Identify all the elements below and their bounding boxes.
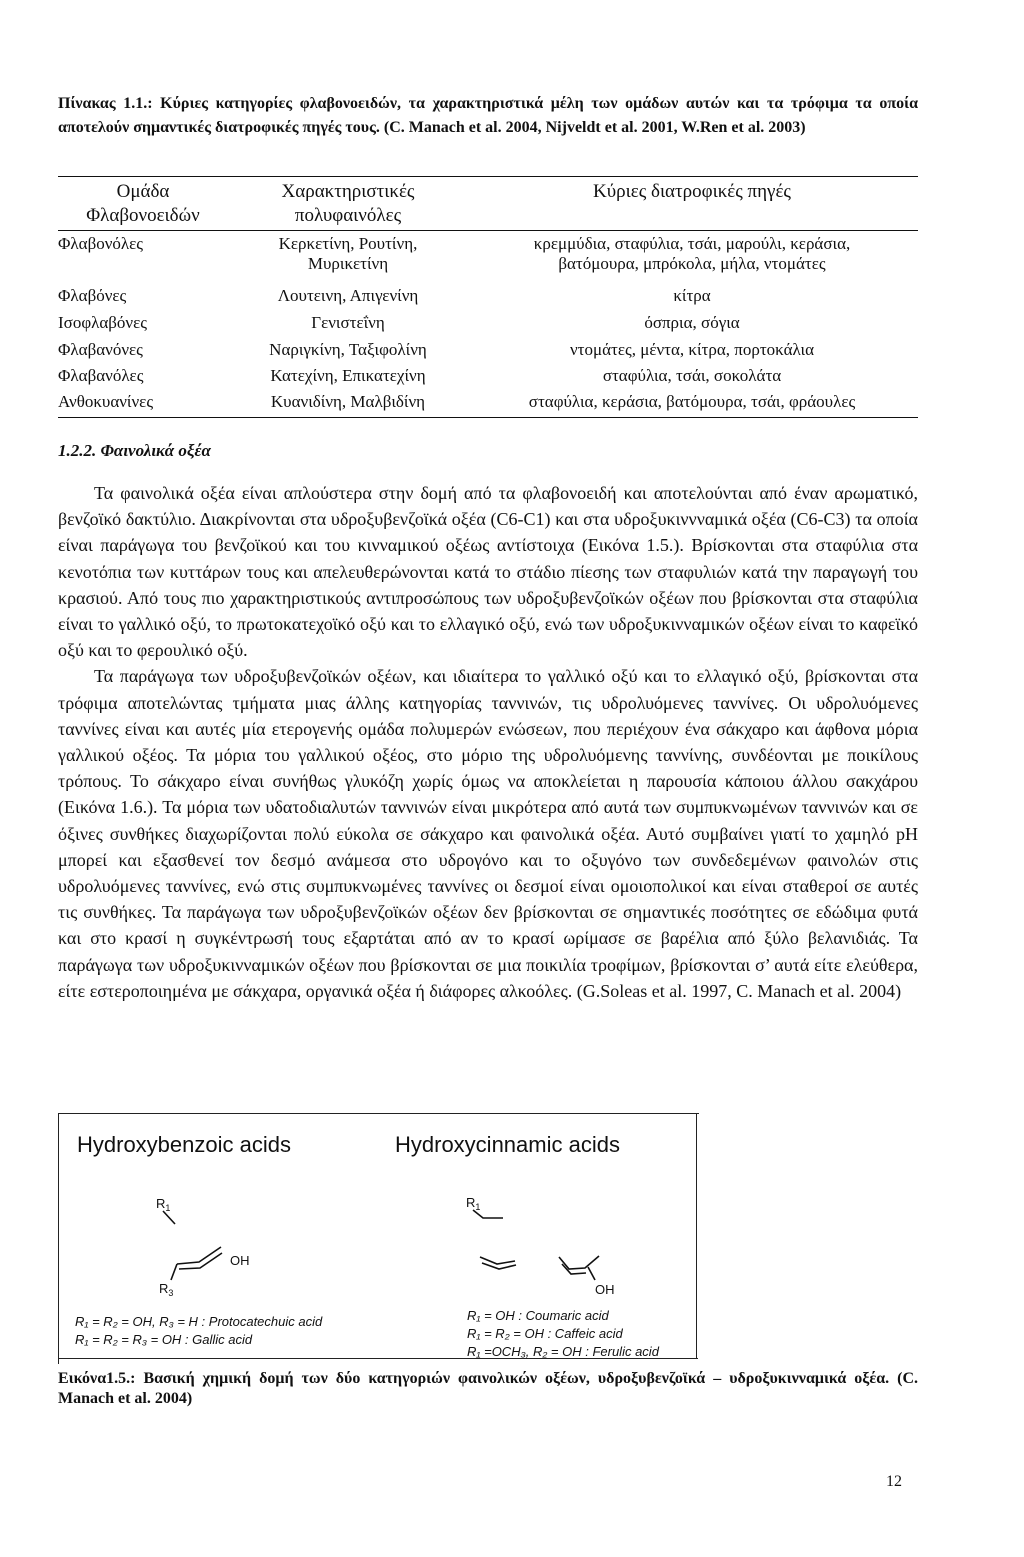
cell-members: Ναριγκίνη, Ταξιφολίνη (269, 340, 427, 359)
cell-sources: κίτρα (673, 286, 711, 305)
header-sources (466, 180, 918, 204)
bond-ring-top-left (177, 1247, 221, 1264)
figure-bottom-border (58, 1358, 698, 1359)
cell-sources: ντομάτες, μέντα, κίτρα, πορτοκάλια (569, 340, 815, 359)
table-header-rule (58, 230, 918, 231)
figure-right-note: R₁ = R₂ = OH : Caffeic acid (467, 1326, 623, 1341)
cell-group: Ανθοκυανίνες (58, 392, 154, 411)
label-r1-right: $R_1$ (466, 1195, 481, 1212)
bond-r3-left (171, 1264, 177, 1280)
cell-members: Κατεχίνη, Επικατεχίνη (270, 366, 426, 385)
figure-left-note: R₁ = R₂ = OH, R₃ = H : Protocatechuic acid (75, 1314, 323, 1329)
figure-right-note: R₁ =OCH₃, R₂ = OH : Ferulic acid (467, 1344, 659, 1359)
cell-group: Ισοφλαβόνες (58, 313, 147, 332)
bond-oh-right (588, 1267, 595, 1280)
cell-members-line: Κερκετίνη, Ρουτίνη, (278, 234, 418, 253)
body-text (58, 480, 918, 1004)
cell-members (230, 234, 466, 274)
figure-caption: Εικόνα1.5.: Βασική χημική δομή των δύο κατηγοριών φαινολικών οξέων, υδροξυβενζοϊκά – υδροξυκινναμικά οξέα. (C. Manach et al. 2004) (58, 1370, 918, 1407)
figure-left-title: Hydroxybenzoic acids (77, 1132, 291, 1157)
cell-members: Λουτεινη, Απιγενίνη (277, 286, 419, 305)
table-bottom-rule (58, 417, 918, 418)
label-oh-right: OH (595, 1282, 615, 1297)
cell-members: Γενιστεΐνη (311, 313, 385, 332)
table-top-rule (58, 176, 918, 177)
header-group (58, 180, 228, 228)
cell-sources-line: κρεμμύδια, σταφύλια, τσάι, μαρούλι, κεράσια, (533, 234, 851, 253)
cell-group: Φλαβανόνες (58, 340, 143, 359)
paragraph: Τα παράγωγα των υδροξυβενζοϊκών οξέων, και ιδιαίτερα το γαλλικό οξύ και το ελλαγικό οξύ, βρίσκονται στα τρόφιμα αποτελώντας τμήματα μιας άλλης κατηγορίας ταννινών, τις υδρολυόμενες ταννίνες. Οι υδρολυόμενες ταννίνες είναι και αυτές μία ετερογενής ομάδα πολυμερών ενώσεων, που περιέχουν ένα σάκχαρο και άφθονα μόρια γαλλικού οξέος. Τα μόρια του γαλλικού οξέος, στο μόριο της υδρολυόμενης ταννίνης, συνδέονται με ποικίλους τρόπους. Το σάκχαρο είναι συνήθως γλυκόζη χωρίς όμως να αποκλείεται η παρουσία κάποιου άλλου σακχάρου (Εικόνα 1.6.). Τα μόρια των υδατοδιαλυτών ταννινών είναι μικρότερα από αυτά των συμπυκνωμένων ταννινών και σε όξινες συνθήκες διαχωρίζονται πολύ εύκολα σε σάκχαρο και φαινολικά οξέα. Αυτό συμβαίνει γιατί το χαμηλό pH μπορεί και εξασθενεί τον δεσμό ανάμεσα στο υδρογόνο και το οξυγόνο των συνδεδεμένων φαινολών στις υδρολυόμενες ταννίνες, ενώ στις συμπυκνωμένες ταννίνες οι δεσμοί είναι ομοιοπολικοί και είναι σταθεροί σε αυτές τις συνθήκες. Τα παράγωγα των υδροξυβενζοϊκών οξέων δεν βρίσκονται σε σημαντικές ποσότητες σε εδώδιμα φυτά και στο κρασί η συγκέντρωσή τους εξαρτάται από αν το κρασί ωρίμασε σε βαρέλια από ξύλο βελανιδιάς. Τα παράγωγα των υδροξυκινναμικών οξέων που βρίσκονται σε μια ποικιλία τροφίμων, βρίσκονται σ’ αυτά είτε ελεύθερα, είτε εστεροποιημένα με σάκχαρα, οργανικά οξέα ή διάφορες αλκοόλες. (G.Soleas et al. 1997, C. Manach et al. 2004) (58, 666, 918, 1001)
cell-group: Φλαβονόλες (58, 234, 144, 253)
cell-group: Φλαβόνες (58, 286, 127, 305)
figure-right-note: R₁ = OH : Coumaric acid (467, 1308, 609, 1323)
paragraph: Τα φαινολικά οξέα είναι απλούστερα στην δομή από τα φλαβονοειδή και αποτελούνται από έναν αρωματικό, βενζοϊκό δακτύλιο. Διακρίνονται στα υδροξυβενζοϊκά οξέα (C6-C1) και στα υδροξυκιννναμικά οξέα (C6-C3) τα οποία είναι παράγωγα του βενζοϊκού και του κινναμικού οξέως αντίστοιχα (Εικόνα 1.5.). Βρίσκονται στα σταφύλια στα κενοτόπια των κυττάρων τους και απελευθερώνονται κατά το στάδιο πίεσης των σταφυλιών κατά την παραγωγή του κρασιού. Από τους πιο χαρακτηριστικούς αντιπροσώπους των υδροξυβενζοϊκών οξέων που βρίσκονται στα σταφύλια είναι το γαλλικό οξύ, το πρωτοκατεχοϊκό οξύ και το ελλαγικό οξύ, ενώ των υδροξυκινναμικών οξέων είναι το καφεϊκό οξύ και το φερουλικό οξύ. (58, 483, 918, 661)
cell-sources: όσπρια, σόγια (644, 313, 740, 332)
header-group-line2: Φλαβονοειδών (86, 205, 200, 226)
figure-right-border (696, 1113, 697, 1358)
label-r1-left: $R_1$ (156, 1196, 171, 1213)
header-group-line1: Ομάδα (116, 181, 170, 202)
header-sources-text: Κύριες διατροφικές πηγές (593, 181, 791, 202)
cell-sources: σταφύλια, τσάι, σοκολάτα (602, 366, 782, 385)
label-r3-left: $R_3$ (159, 1281, 174, 1298)
section-title: 1.2.2. Φαινολικά οξέα (58, 441, 211, 460)
header-members (230, 180, 466, 228)
cell-sources-line: βατόμουρα, μπρόκολα, μήλα, ντομάτες (558, 254, 826, 273)
figure-left-note: R₁ = R₂ = R₃ = OH : Gallic acid (75, 1332, 253, 1347)
label-oh-left: OH (230, 1253, 250, 1268)
bond-ring-right-a (480, 1257, 515, 1264)
header-members-line2: πολυφαινόλες (294, 205, 402, 226)
cell-sources (466, 234, 918, 274)
table-caption: Πίνακας 1.1.: Κύριες κατηγορίες φλαβονοειδών, τα χαρακτηριστικά μέλη των ομάδων αυτών και τα τρόφιμα τα οποία αποτελούν σημαντικές διατροφικές πηγές τους. (C. Manach et al. 2004, Nijveldt et al. 2001, W.Ren et al. 2003) (58, 95, 918, 136)
header-members-line1: Χαρακτηριστικές (281, 181, 415, 202)
cell-sources: σταφύλια, κεράσια, βατόμουρα, τσάι, φράουλες (528, 392, 856, 411)
cell-members-line: Μυρικετίνη (307, 254, 389, 273)
chemical-structure-figure (58, 1113, 699, 1364)
page-number: 12 (886, 1473, 902, 1490)
cell-members: Κυανιδίνη, Μαλβιδίνη (270, 392, 426, 411)
cell-group: Φλαβανόλες (58, 366, 144, 385)
figure-right-title: Hydroxycinnamic acids (395, 1132, 620, 1157)
